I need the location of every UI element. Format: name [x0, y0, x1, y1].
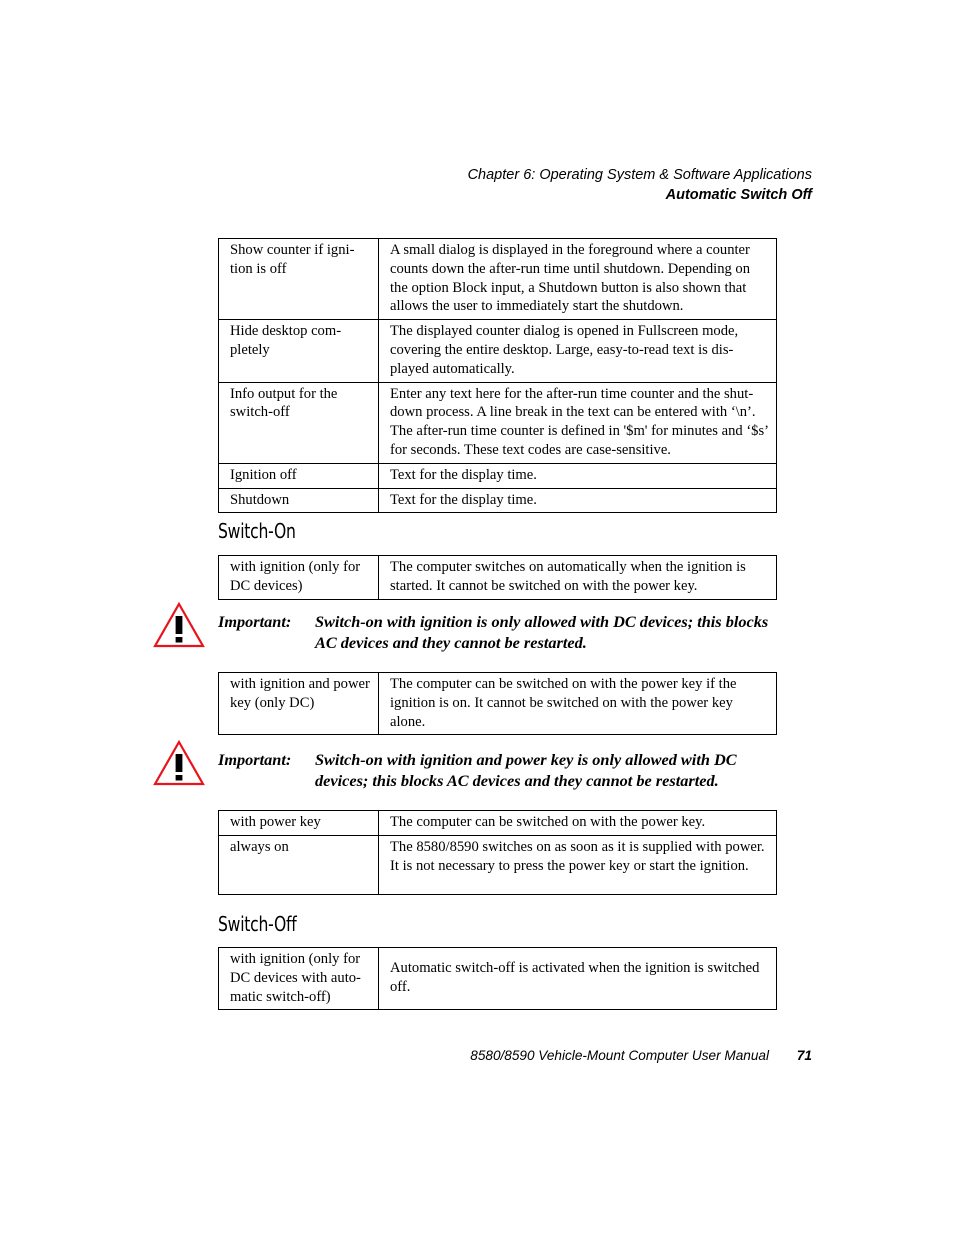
warning-triangle-icon: [153, 740, 205, 786]
setting-cell: Hide desktop com-pletely: [219, 320, 379, 382]
switch-on-heading: Switch-On: [218, 519, 296, 543]
chapter-header: Chapter 6: Operating System & Software Applications: [467, 167, 812, 183]
page-number: 71: [796, 1048, 812, 1063]
setting-cell: Show counter if igni-tion is off: [219, 239, 379, 320]
switch-on-power-key-table: [218, 810, 777, 895]
setting-cell: Ignition off: [219, 463, 379, 488]
setting-cell: with power key: [219, 811, 379, 836]
table-row: [219, 320, 777, 382]
setting-cell: always on: [219, 835, 379, 894]
description-cell: The 8580/8590 switches on as soon as it is supplied with power. It is not necessary to press the power key or start the ignition.: [379, 835, 777, 894]
description-cell: The computer switches on automatically when the ignition is started. It cannot be switched on with the power key.: [379, 556, 777, 600]
description-cell: A small dialog is displayed in the foreground where a counter counts down the after-run time until shutdown. Depending on the option Block input, a Shutdown button is also shown that allows the user to immediately start the shutdown.: [379, 239, 777, 320]
description-cell: The computer can be switched on with the power key if the ignition is on. It cannot be switched on with the power key alone.: [379, 673, 777, 735]
table-row: [219, 673, 777, 735]
description-cell: Automatic switch-off is activated when the ignition is switched off.: [379, 948, 777, 1010]
switch-off-heading: Switch-Off: [218, 912, 297, 936]
table-row: [219, 556, 777, 600]
setting-cell: with ignition and power key (only DC): [219, 673, 379, 735]
table-row: [219, 488, 777, 513]
warning-triangle-icon: [153, 602, 205, 648]
table-row: [219, 835, 777, 894]
setting-cell: with ignition (only for DC devices with auto-matic switch-off): [219, 948, 379, 1010]
table-row: [219, 811, 777, 836]
description-cell: The displayed counter dialog is opened in Fullscreen mode, covering the entire desktop. Large, easy-to-read text is dis-played automatically.: [379, 320, 777, 382]
description-cell: The computer can be switched on with the power key.: [379, 811, 777, 836]
setting-cell: Shutdown: [219, 488, 379, 513]
description-cell: Text for the display time.: [379, 488, 777, 513]
switch-off-table: [218, 947, 777, 1010]
important-label: Important:: [218, 750, 292, 769]
switch-on-ignition-table: [218, 555, 777, 600]
switch-on-ignition-power-key-table: [218, 672, 777, 735]
table-row: [219, 382, 777, 463]
important-note: Switch-on with ignition is only allowed with DC devices; this blocks AC devices and they cannot be restarted.: [315, 612, 769, 652]
footer-manual-title: 8580/8590 Vehicle-Mount Computer User Manual: [470, 1048, 769, 1063]
section-header: Automatic Switch Off: [665, 187, 812, 203]
important-label: Important:: [218, 612, 292, 631]
table-row: [219, 463, 777, 488]
description-cell: Enter any text here for the after-run time counter and the shut-down process. A line break in the text can be entered with ‘\n’. The after-run time counter is defined in '$m' for minutes and ‘$s’ for seconds. These text codes are case-sensitive.: [379, 382, 777, 463]
description-cell: Text for the display time.: [379, 463, 777, 488]
important-note: Switch-on with ignition and power key is only allowed with DC devices; this blocks AC devices and they cannot be restarted.: [315, 750, 737, 790]
table-row: [219, 948, 777, 1010]
counter-settings-table: [218, 238, 777, 513]
table-row: [219, 239, 777, 320]
setting-cell: with ignition (only for DC devices): [219, 556, 379, 600]
setting-cell: Info output for the switch-off: [219, 382, 379, 463]
